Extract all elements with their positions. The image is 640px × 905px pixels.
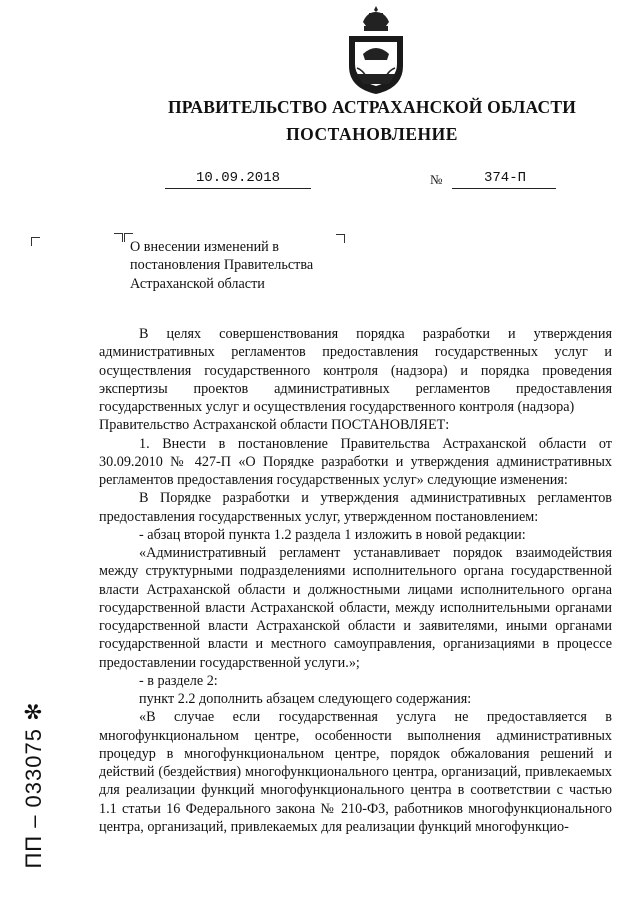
body-paragraph: В Порядке разработки и утверждения административных регламентов предоставления государственных услуг, утвержденном постановлением: [99, 490, 612, 525]
blank-serial-stamp [14, 690, 54, 880]
serial-number: ПП – 033075 ✻ [21, 701, 46, 869]
body-paragraph: - абзац второй пункта 1.2 раздела 1 изложить в новой редакции: [139, 526, 526, 543]
body-paragraph: «В случае если государственная услуга не предоставляется в многофункциональном центре, особенности выполнения административных процедур в многофункциональном центре, порядок обжалования решений и действий (бездействия) многофункционального центра, организаций, привлекаемых для реализации функций многофункционального центра в соответствии с частью 1.1 статьи 16 Федерального закона № 210-ФЗ, работников многофункционального центра, организаций, привлекаемых для реализации функций многофункцио- [99, 709, 612, 835]
body-paragraph: Правительство Астраханской области ПОСТАНОВЛЯЕТ: [99, 417, 450, 434]
document-subject: О внесении изменений в постановления Правительства Астраханской области [130, 239, 314, 292]
margin-corner-mark [31, 237, 40, 246]
coat-of-arms-emblem [345, 4, 407, 96]
document-type-title: ПОСТАНОВЛЕНИЕ [286, 124, 458, 144]
date-underline [165, 188, 311, 189]
body-paragraph: «Административный регламент устанавливает порядок взаимодействия между структурными подразделениями исполнительного органа государственной власти Астраханской области и должностными лицами исполнительного органа государственной власти Астраханской области, между исполнительными органами государственной власти Астраханской области и заявителями, иными органами государственной власти и местного самоуправления, организациями в процессе предоставлении государственной услуги.»; [99, 545, 612, 671]
body-paragraph: В целях совершенствования порядка разработки и утверждения административных регламентов предоставления государственных услуг и осуществления государственного контроля (надзора) и порядка проведения экспертизы проектов административных регламентов предоставления государственных услуг и осуществления государственного контроля (надзора) [99, 326, 612, 415]
subject-bracket-mark [114, 233, 123, 242]
body-paragraph: 1. Внести в постановление Правительства Астраханской области от 30.09.2010 № 427-П «О Порядке разработки и утверждения административных регламентов предоставления государственных услуг» следующие изменения: [99, 435, 612, 488]
number-sign: № [430, 172, 443, 187]
document-date: 10.09.2018 [195, 170, 280, 186]
body-paragraph: - в разделе 2: [139, 672, 218, 689]
organization-title: ПРАВИТЕЛЬСТВО АСТРАХАНСКОЙ ОБЛАСТИ [167, 97, 577, 117]
document-body [99, 325, 612, 836]
body-paragraph: пункт 2.2 дополнить абзацем следующего содержания: [139, 691, 472, 707]
document-number: 374-П [483, 170, 526, 186]
number-underline [452, 188, 556, 189]
